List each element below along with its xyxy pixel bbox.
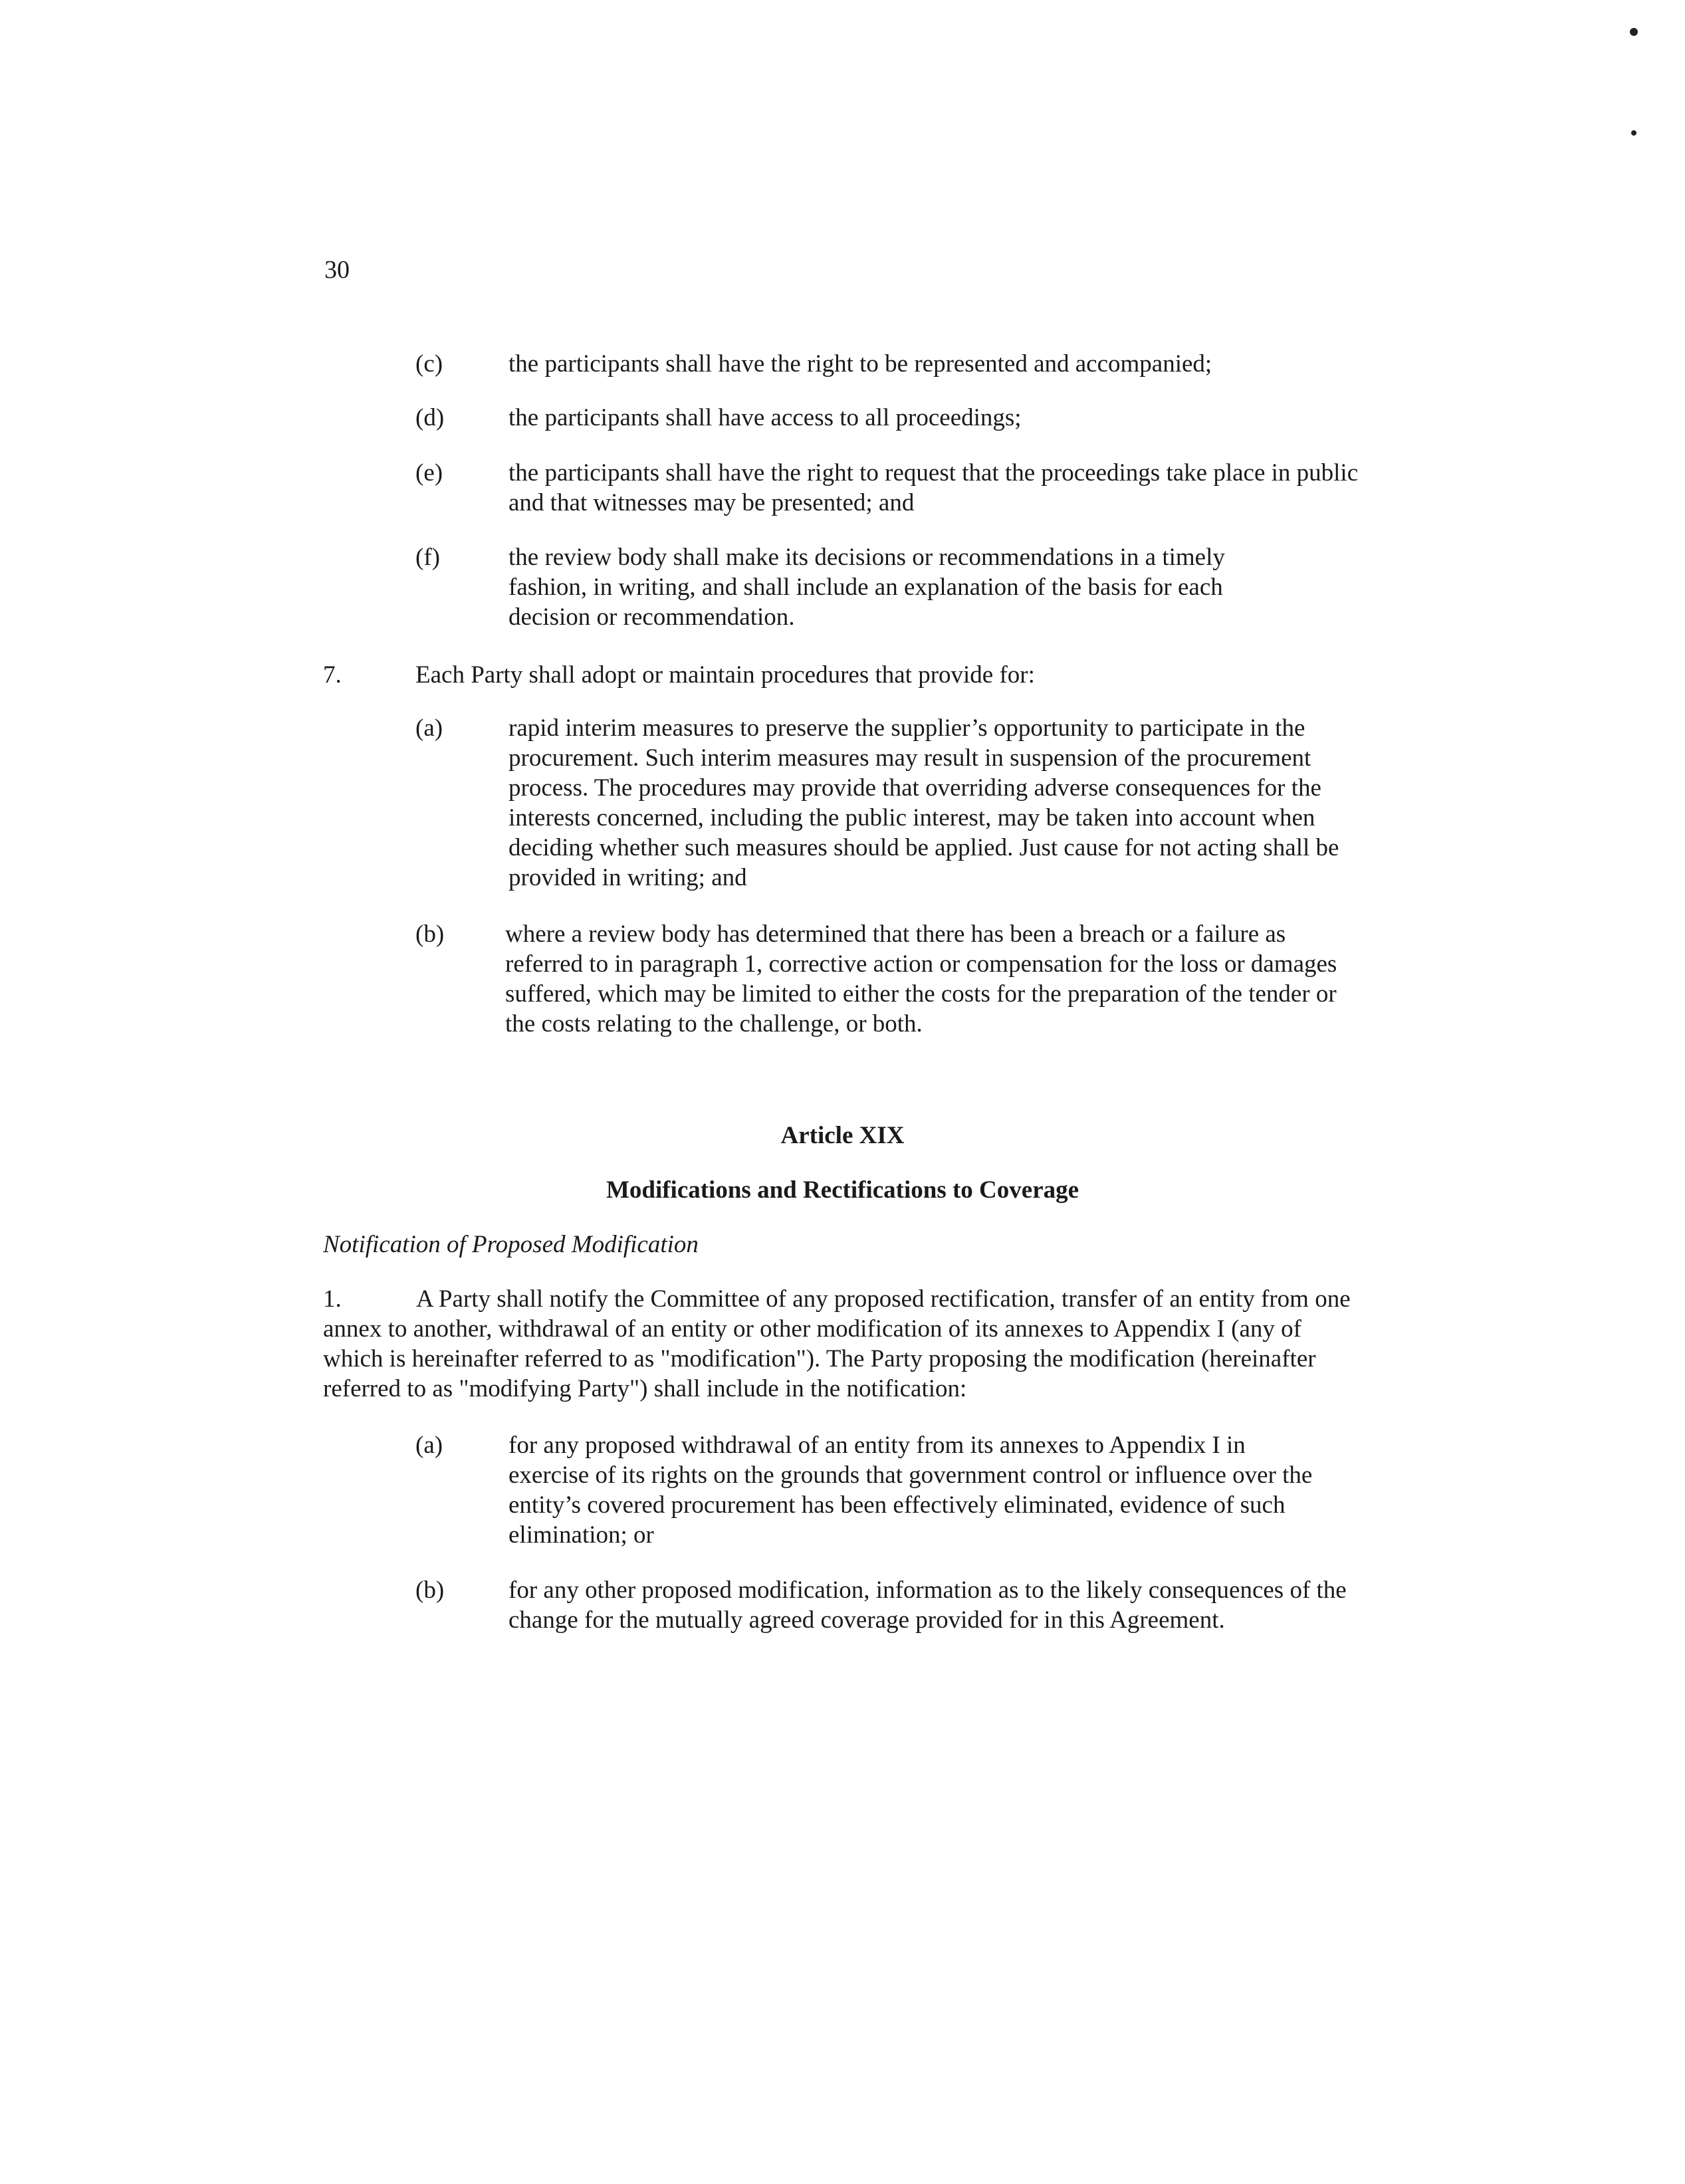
list-item [415,458,1359,518]
item-label: (a) [415,1432,443,1459]
item-label: (e) [415,459,443,487]
item-label: (a) [415,714,443,742]
item-text: the participants shall have the right to request that the proceedings take place in public and that witnesses may be presented; and [508,459,1359,516]
scan-artifact-dot [1631,130,1636,136]
paragraph-text: Each Party shall adopt or maintain procedures that provide for: [415,661,1035,689]
list-item [415,919,1359,1039]
item-label: (b) [415,1577,445,1604]
article-title: Article XIX [780,1122,905,1149]
article-paragraph-1 [323,1284,1360,1404]
item-text: for any other proposed modification, information as to the likely consequences of the change for the mutually agreed coverage provided for in this Agreement. [508,1577,1347,1634]
item-label: (d) [415,404,445,431]
paragraph-number: 1. [323,1285,342,1313]
item-text: where a review body has determined that there has been a breach or a failure as referred to in paragraph 1, corrective action or compensation for the loss or damages suffered, which may be limited to either the costs for the preparation of the tender or the costs relating to the challenge, or both. [505,921,1337,1037]
page-number: 30 [324,256,350,284]
item-label: (c) [415,350,443,378]
item-label: (b) [415,921,445,948]
list-item [415,542,1359,662]
list-item [415,1430,1359,1550]
item-text: rapid interim measures to preserve the supplier’s opportunity to participate in the procurement. Such interim measures may result in suspension of the procurement process. The procedures may provide that overriding adverse consequences for the interests concerned, including the public interest, may be taken into account when deciding whether such measures should be applied. Just cause for not acting shall be provided in writing; and [508,714,1339,891]
item-label: (f) [415,544,440,571]
paragraph-text: A Party shall notify the Committee of any proposed rectification, transfer of an entity from one annex to another, withdrawal of an entity or other modification of its annexes to Appendix I (any of which is hereinafter referred to as "modification"). The Party proposing the modification (hereinafter referred to as "modifying Party") shall include in the notification: [323,1285,1351,1402]
list-item [415,349,1359,379]
item-text: the participants shall have the right to be represented and accompanied; [508,350,1212,378]
paragraph-number: 7. [323,661,342,689]
article-subtitle: Modifications and Rectifications to Coverage [606,1176,1079,1204]
item-text: the review body shall make its decisions or recommendations in a timely fashion, in writing, and shall include an explanation of the basis for each decision or recommendation. [508,544,1225,631]
scan-artifact-dot [1630,28,1638,36]
item-text: for any proposed withdrawal of an entity from its annexes to Appendix I in exercise of its rights on the grounds that government control or influence over the entity’s covered procurement has been effectively eliminated, evidence of such elimination; or [508,1432,1313,1549]
list-item [415,713,1359,893]
item-text: the participants shall have access to all proceedings; [508,404,1022,431]
section-heading: Notification of Proposed Modification [323,1231,699,1258]
list-item [415,1575,1359,1635]
list-item [415,403,1359,433]
